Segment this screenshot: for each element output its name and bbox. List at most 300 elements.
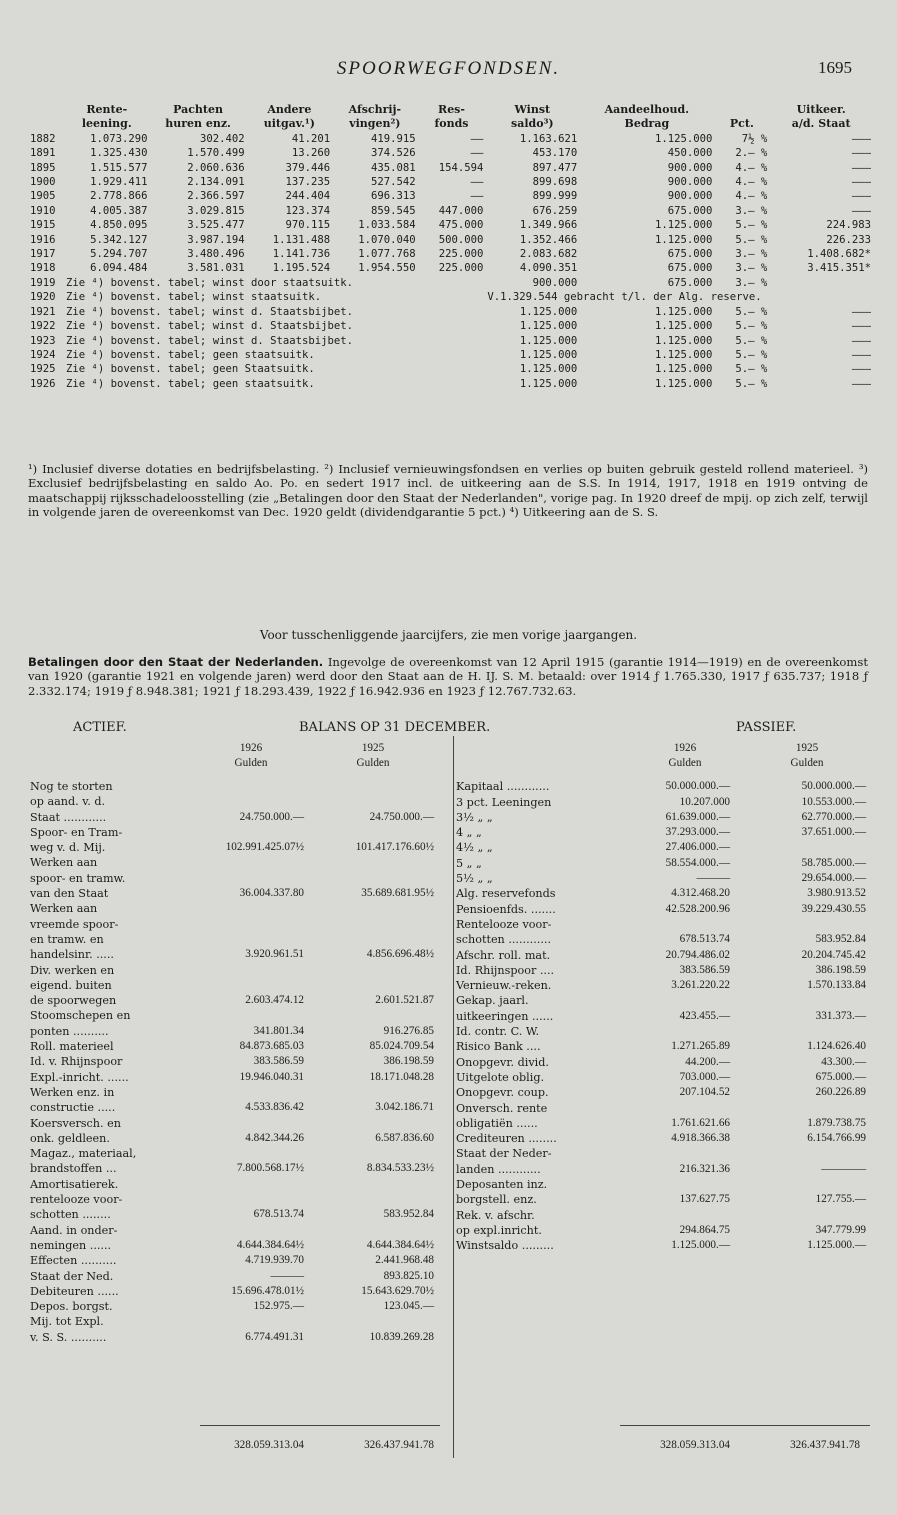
rente-row [28, 175, 873, 189]
table-cell: Zie ⁴) bovenst. tabel; geen Staatsuitk. [66, 363, 315, 376]
table-cell: 696.313 [370, 190, 416, 203]
rente-zie-row [28, 290, 873, 304]
balans-value-1925: 3.980.913.52 [807, 887, 866, 900]
balans-value-1926: 4.719.939.70 [245, 1254, 304, 1267]
row-year: 1918 [30, 262, 56, 275]
table-cell: 302.402 [199, 132, 245, 145]
balans-label: Aand. in onder- [30, 1223, 118, 1237]
balans-label: schotten ........ [30, 1208, 111, 1222]
rente-table [28, 103, 873, 391]
balans-row [456, 856, 876, 871]
balans-value-1925: 18.171.048.28 [369, 1070, 434, 1083]
balans-label: Id. contr. C. W. [456, 1025, 539, 1039]
balans-label: Onversch. rente [456, 1101, 548, 1115]
balans-row [30, 1269, 440, 1284]
balans-value-1925: 29.654.000.— [801, 872, 866, 885]
table-cell: 13.260 [291, 147, 331, 160]
balans-value-1925: 4.644.384.64½ [366, 1238, 434, 1251]
balans-row [30, 886, 440, 901]
balans-value-1926: 294.864.75 [679, 1223, 730, 1236]
rente-row [28, 204, 873, 218]
balans-row [30, 1207, 440, 1222]
row-year: 1924 [30, 348, 56, 361]
balans-value-1925: 331.373.— [815, 1009, 866, 1022]
balans-value-1926: 678.513.74 [253, 1208, 304, 1221]
balans-row [456, 1146, 876, 1161]
page-title: SPOORWEGFONDSEN. [336, 58, 561, 79]
balans-value-1926: 341.801.34 [253, 1024, 304, 1037]
balans-label: spoor- en tramw. [30, 871, 126, 885]
table-cell: 244.404 [285, 190, 331, 203]
balans-label: borgstell. enz. [456, 1193, 537, 1207]
balans-row [30, 1131, 440, 1146]
passief-total-line [620, 1425, 870, 1426]
balans-value-1926: 84.873.685.03 [239, 1040, 304, 1053]
balans-row [30, 1314, 440, 1329]
row-year: 1895 [30, 161, 56, 174]
table-cell: Zie ⁴) bovenst. tabel; winst door staatsuitk. [66, 276, 354, 289]
col-header: Aandeelhoud. Bedrag [604, 103, 690, 131]
balans-label: ponten .......... [30, 1024, 109, 1038]
col-unit-1926: Gulden [668, 757, 702, 770]
table-cell: 1.349.966 [519, 219, 578, 232]
row-year: 1900 [30, 176, 56, 189]
balans-row [456, 1070, 876, 1085]
balans-label: Onopgevr. divid. [456, 1055, 549, 1069]
balans-label: 4 „ „ [456, 826, 482, 840]
table-cell: 4.850.095 [90, 219, 148, 232]
table-cell: 447.000 [438, 204, 484, 217]
row-year: 1925 [30, 363, 56, 376]
balans-row [30, 1238, 440, 1253]
table-cell: —— [470, 190, 484, 203]
balans-label: Id. Rhijnspoor .... [456, 963, 555, 977]
balans-label: landen ............ [456, 1162, 541, 1176]
balans-label: 4½ „ „ [456, 841, 493, 855]
balans-value-1926: 15.696.478.01½ [231, 1284, 304, 1297]
row-year: 1910 [30, 204, 56, 217]
balans-row [30, 917, 440, 932]
table-cell: 1.195.524 [272, 262, 331, 275]
table-cell: 3.— % [735, 276, 768, 289]
passief-column [456, 764, 876, 1254]
table-cell: 1.125.000 [655, 348, 713, 361]
balans-label: v. S. S. .......... [30, 1330, 107, 1344]
balans-label: Deposanten inz. [456, 1178, 548, 1192]
balans-value-1926: 44.200.— [685, 1055, 730, 1068]
balans-row [30, 1039, 440, 1054]
rente-row [28, 233, 873, 247]
balans-label: Mij. tot Expl. [30, 1315, 104, 1329]
balans-row [456, 993, 876, 1008]
passief-label: PASSIEF. [736, 720, 797, 735]
table-cell: 123.374 [285, 204, 331, 217]
balans-row [30, 1146, 440, 1161]
balans-row [30, 1192, 440, 1207]
table-cell: 1.125.000 [519, 377, 578, 390]
balans-label: Werken enz. in [30, 1085, 115, 1099]
actief-label: ACTIEF. [73, 720, 127, 735]
table-cell: 225.000 [438, 262, 484, 275]
balans-value-1926: 20.794.486.02 [665, 948, 730, 961]
balans-label: rentelooze voor- [30, 1193, 123, 1207]
table-cell: 435.081 [370, 161, 416, 174]
balans-label: vreemde spoor- [30, 917, 119, 931]
table-cell: ——— [851, 190, 871, 203]
balans-label: Winstsaldo ......... [456, 1239, 554, 1253]
table-cell: 7½ % [741, 132, 768, 145]
row-year: 1919 [30, 276, 56, 289]
table-cell: 1.954.550 [358, 262, 416, 275]
balans-label: Spoor- en Tram- [30, 825, 123, 839]
table-cell: 154.594 [438, 161, 484, 174]
table-cell: 2.— % [735, 147, 768, 160]
table-cell: Zie ⁴) bovenst. tabel; geen staatsuitk. [66, 348, 315, 361]
balans-value-1926: 703.000.— [679, 1070, 730, 1083]
balans-row [456, 1024, 876, 1039]
passief-total-1926: 328.059.313.04 [660, 1439, 730, 1451]
voor-text: Voor tusschenliggende jaarcijfers, zie men vorige jaargangen. [259, 628, 638, 642]
balans-label: van den Staat [30, 887, 109, 901]
balans-row [30, 1330, 440, 1345]
table-cell: 1.125.000 [519, 305, 578, 318]
balans-label: Stoomschepen en [30, 1009, 131, 1023]
table-cell: 3.029.815 [187, 204, 245, 217]
betalingen-text: Ingevolge de overeenkomst van 12 April 1915 (garantie 1914—1919) en de overeenkomst van 1920 (garantie 1921 en volgende jaren) werd door den Staat aan de H. IJ. S. M. betaald: over 1914 ƒ 1.765.330, 1917 ƒ 635.737; 1918 ƒ 2.332.174; 1919 ƒ 8.948.381; 1921 ƒ 18.293.439, 1922 ƒ 16.942.936 en 1923 ƒ 12.767.732.63. [28, 655, 868, 698]
table-cell: 1.125.000 [655, 320, 713, 333]
rente-row [28, 132, 873, 146]
balans-value-1925: 62.770.000.— [801, 810, 866, 823]
table-cell: 374.526 [370, 147, 416, 160]
col-header: Rente- leening. [81, 103, 132, 131]
balans-row [456, 825, 876, 840]
balans-row [30, 947, 440, 962]
balans-value-1925: 101.417.176.60½ [355, 841, 434, 854]
table-cell: 2.366.597 [187, 190, 245, 203]
table-cell: 3.480.496 [187, 248, 245, 261]
balans-row [456, 1131, 876, 1146]
balans-value-1925: 893.825.10 [383, 1269, 434, 1282]
balans-row [456, 963, 876, 978]
balans-value-1925: 10.839.269.28 [369, 1330, 434, 1343]
table-cell: 1.125.000 [519, 320, 578, 333]
col-header: Andere uitgav.¹) [263, 103, 315, 131]
balans-value-1925: 2.601.521.87 [375, 994, 434, 1007]
balans-label: constructie ..... [30, 1101, 116, 1115]
col-header: Afschrij- vingen²) [348, 103, 402, 131]
row-year: 1891 [30, 147, 56, 160]
balans-label: Effecten .......... [30, 1254, 117, 1268]
balans-value-1926: 1.271.265.89 [671, 1040, 730, 1053]
balans-row [30, 993, 440, 1008]
balans-row [30, 1024, 440, 1039]
balans-row [456, 1223, 876, 1238]
balans-value-1926: 137.627.75 [679, 1193, 730, 1206]
balans-label: uitkeeringen ...... [456, 1009, 554, 1023]
rente-zie-row [28, 276, 873, 290]
balans-label: 5½ „ „ [456, 872, 493, 886]
table-cell: 899.698 [532, 176, 578, 189]
table-cell: ——— [851, 348, 871, 361]
table-cell: 226.233 [826, 233, 871, 246]
table-cell: 1.125.000 [519, 334, 578, 347]
table-cell: 3.— % [735, 262, 768, 275]
balans-value-1925: 2.441.968.48 [375, 1254, 434, 1267]
table-cell: ——— [851, 204, 871, 217]
rente-row [28, 261, 873, 275]
table-cell: —— [470, 147, 484, 160]
balans-label: 3 pct. Leeningen [456, 795, 552, 809]
balans-value-1925: 6.587.836.60 [375, 1131, 434, 1144]
balans-value-1925: 35.689.681.95½ [361, 887, 434, 900]
col-header: Winst saldo³) [511, 103, 554, 131]
balans-value-1926: 4.918.366.38 [671, 1132, 730, 1145]
table-cell: 1.125.000 [655, 219, 713, 232]
balans-value-1926: 1.761.621.66 [671, 1116, 730, 1129]
balans-row [30, 1116, 440, 1131]
balans-value-1926: 383.586.59 [679, 963, 730, 976]
balans-value-1926: 10.207.000 [679, 795, 730, 808]
rente-zie-row [28, 305, 873, 319]
table-cell: 5.— % [735, 320, 768, 333]
balans-row [30, 1100, 440, 1115]
balans-row [456, 948, 876, 963]
table-cell: Zie ⁴) bovenst. tabel; geen staatsuitk. [66, 377, 315, 390]
balans-label: brandstoffen ... [30, 1162, 117, 1176]
table-cell: ——— [851, 147, 871, 160]
table-cell: 5.— % [735, 334, 768, 347]
table-cell: 225.000 [438, 248, 484, 261]
balans-value-1925: 50.000.000.— [801, 780, 866, 793]
table-cell: 4.— % [735, 190, 768, 203]
balans-value-1926: 1.125.000.— [671, 1239, 730, 1252]
balans-value-1926: 3.920.961.51 [245, 948, 304, 961]
table-cell: 5.— % [735, 233, 768, 246]
row-year: 1917 [30, 248, 56, 261]
balans-row [30, 810, 440, 825]
row-year: 1920 [30, 291, 56, 304]
balans-row [30, 1284, 440, 1299]
balans-label: Vernieuw.-reken. [456, 979, 552, 993]
balans-value-1926: 4.644.384.64½ [236, 1238, 304, 1251]
rente-zie-row [28, 348, 873, 362]
table-cell: 1.352.466 [519, 233, 578, 246]
table-cell: 1.125.000 [519, 348, 578, 361]
balans-row [30, 901, 440, 916]
table-cell: 4.005.387 [90, 204, 148, 217]
table-cell: 419.915 [370, 132, 416, 145]
col-header: Pachten huren enz. [165, 103, 231, 131]
table-cell: —— [470, 176, 484, 189]
table-cell: ——— [851, 305, 871, 318]
balans-row [456, 764, 876, 779]
table-cell: 3.987.194 [187, 233, 245, 246]
balans-row [30, 779, 440, 794]
balans-row [30, 794, 440, 809]
balans-value-1925: 675.000.— [815, 1070, 866, 1083]
row-year: 1926 [30, 377, 56, 390]
betalingen-paragraph [28, 655, 868, 698]
col-unit-1925: Gulden [356, 757, 390, 770]
row-year: 1923 [30, 334, 56, 347]
col-year-1925: 1925 [361, 742, 385, 754]
actief-totals [30, 1438, 440, 1453]
table-cell: 1.125.000 [655, 363, 713, 376]
balans-value-1925: 1.879.738.75 [807, 1116, 866, 1129]
balans-label: Depos. borgst. [30, 1300, 113, 1314]
table-cell [769, 276, 873, 290]
balans-value-1926: 24.750.000.— [239, 810, 304, 823]
balans-label: onk. geldleen. [30, 1131, 110, 1145]
table-cell: 675.000 [667, 276, 713, 289]
balans-row [456, 902, 876, 917]
table-cell: 3.415.351* [807, 262, 871, 275]
balans-row [456, 1039, 876, 1054]
balans-row [30, 1085, 440, 1100]
balans-label: op expl.inricht. [456, 1223, 542, 1237]
actief-total-1926: 328.059.313.04 [234, 1439, 304, 1451]
balans-label: Roll. materieel [30, 1040, 114, 1054]
passief-total-1925: 326.437.941.78 [790, 1439, 860, 1451]
balans-row [456, 1177, 876, 1192]
table-cell: V.1.329.544 gebracht t/l. der Alg. reserve. [487, 291, 762, 304]
balans-row [30, 1161, 440, 1176]
balans-label: en tramw. en [30, 932, 104, 946]
balans-label: Gekap. jaarl. [456, 994, 529, 1008]
balans-value-1925: 3.042.186.71 [375, 1101, 434, 1114]
balans-label: de spoorwegen [30, 994, 117, 1008]
balans-row [30, 1223, 440, 1238]
table-cell: 379.446 [285, 161, 331, 174]
balans-row [456, 1238, 876, 1253]
table-cell: 1.077.768 [358, 248, 416, 261]
balans-value-1926: 19.946.040.31 [239, 1070, 304, 1083]
balans-label: Staat ............ [30, 810, 107, 824]
table-cell: 5.— % [735, 305, 768, 318]
table-cell: —— [470, 132, 484, 145]
balans-label: Rentelooze voor- [456, 917, 552, 931]
table-cell: ——— [851, 334, 871, 347]
row-year: 1916 [30, 233, 56, 246]
table-cell: 1.131.488 [272, 233, 331, 246]
table-cell: 1.929.411 [90, 176, 148, 189]
table-cell: 1.125.000 [655, 377, 713, 390]
balans-row [456, 871, 876, 886]
balans-row [30, 1177, 440, 1192]
table-cell: 3.525.477 [187, 219, 245, 232]
balans-row [456, 840, 876, 855]
table-cell: Zie ⁴) bovenst. tabel; winst d. Staatsbijbet. [66, 320, 354, 333]
table-cell: 450.000 [667, 147, 713, 160]
row-year: 1922 [30, 320, 56, 333]
row-year: 1915 [30, 219, 56, 232]
balans-label: Debiteuren ...... [30, 1284, 119, 1298]
table-cell: 900.000 [667, 161, 713, 174]
table-cell: 3.— % [735, 248, 768, 261]
col-year-1926: 1926 [673, 742, 697, 754]
row-year: 1882 [30, 132, 56, 145]
col-year [28, 103, 64, 132]
table-cell: 5.— % [735, 377, 768, 390]
table-cell: 675.000 [667, 262, 713, 275]
balans-label: Risico Bank .... [456, 1040, 541, 1054]
balans-label: schotten ............ [456, 933, 551, 947]
actief-colheads [28, 741, 438, 772]
balans-row [456, 1192, 876, 1207]
actief-column [30, 779, 440, 1345]
balans-row [456, 886, 876, 901]
balans-value-1925: 39.229.430.55 [801, 902, 866, 915]
balans-label: Crediteuren ........ [456, 1132, 557, 1146]
rente-zie-row [28, 362, 873, 376]
balans-label: op aand. v. d. [30, 795, 106, 809]
balans-value-1926: 216.321.36 [679, 1162, 730, 1175]
table-cell: 900.000 [667, 190, 713, 203]
balans-value-1925: 583.952.84 [383, 1208, 434, 1221]
table-cell: 2.083.682 [519, 248, 578, 261]
balans-value-1925: 123.045.— [383, 1300, 434, 1313]
table-cell: 675.000 [667, 248, 713, 261]
rente-row [28, 189, 873, 203]
balans-row [456, 810, 876, 825]
balans-row [456, 978, 876, 993]
balans-row [456, 1009, 876, 1024]
balans-label: Staat der Neder- [456, 1147, 552, 1161]
balans-label: Onopgevr. coup. [456, 1086, 549, 1100]
balans-value-1925: 260.226.89 [815, 1086, 866, 1099]
table-cell: 5.— % [735, 348, 768, 361]
table-cell: 41.201 [291, 132, 331, 145]
table-cell: 1.070.040 [358, 233, 416, 246]
balans-row [30, 1253, 440, 1268]
table-cell: 900.000 [667, 176, 713, 189]
balans-value-1925: 1.124.626.40 [807, 1040, 866, 1053]
balans-row [456, 1162, 876, 1177]
balans-value-1926: 7.800.568.17½ [236, 1162, 304, 1175]
balans-value-1926: ——— [270, 1269, 304, 1282]
table-cell: ——— [851, 320, 871, 333]
balans-row [30, 855, 440, 870]
balans-label: Uitgelote oblig. [456, 1070, 545, 1084]
table-cell: 500.000 [438, 233, 484, 246]
balans-label: eigend. buiten [30, 978, 112, 992]
balans-label: Id. v. Rhijnspoor [30, 1055, 123, 1069]
footnotes: ¹) Inclusief diverse dotaties en bedrijfsbelasting. ²) Inclusief vernieuwingsfondsen en verlies op buiten gebruik gesteld rollend materieel. ³) Exclusief bedrijfsbelasting en saldo Ao. Po. en sedert 1917 incl. de uitkeering aan de S.S. In 1914, 1917, 1918 en 1919 ontving de maatschappij rijksschadeloosstelling (zie „Betalingen door den Staat der Nederlanden", vorige pag. In 1920 dreef de mpij. op zich zelf, terwijl in volgende jaren de overeenkomst van Dec. 1920 geldt (dividendgarantie 5 pct.) ⁴) Uitkeering aan de S. S. [28, 462, 868, 520]
balans-value-1926: 678.513.74 [679, 933, 730, 946]
balans-title: BALANS OP 31 DECEMBER. [299, 720, 491, 735]
rente-zie-row [28, 377, 873, 391]
table-cell: 2.134.091 [187, 176, 245, 189]
table-cell: 1.515.577 [90, 161, 148, 174]
balans-label: Expl.-inricht. ...... [30, 1070, 129, 1084]
balans-value-1925: 1.570.133.84 [807, 979, 866, 992]
balans-row [30, 871, 440, 886]
table-cell: ——— [851, 132, 871, 145]
balans-value-1925: 127.755.— [815, 1193, 866, 1206]
row-year: 1905 [30, 190, 56, 203]
table-cell: 1.073.290 [90, 132, 148, 145]
table-cell: ——— [851, 363, 871, 376]
balans-row [30, 840, 440, 855]
balans-row [456, 1101, 876, 1116]
table-cell: 453.170 [532, 147, 578, 160]
balans-value-1925: 386.198.59 [815, 963, 866, 976]
table-cell: 859.545 [370, 204, 416, 217]
table-cell: 4.— % [735, 161, 768, 174]
balans-value-1925: 916.276.85 [383, 1024, 434, 1037]
balans-divider [453, 736, 454, 1458]
col-header: Res- fonds [434, 103, 469, 131]
